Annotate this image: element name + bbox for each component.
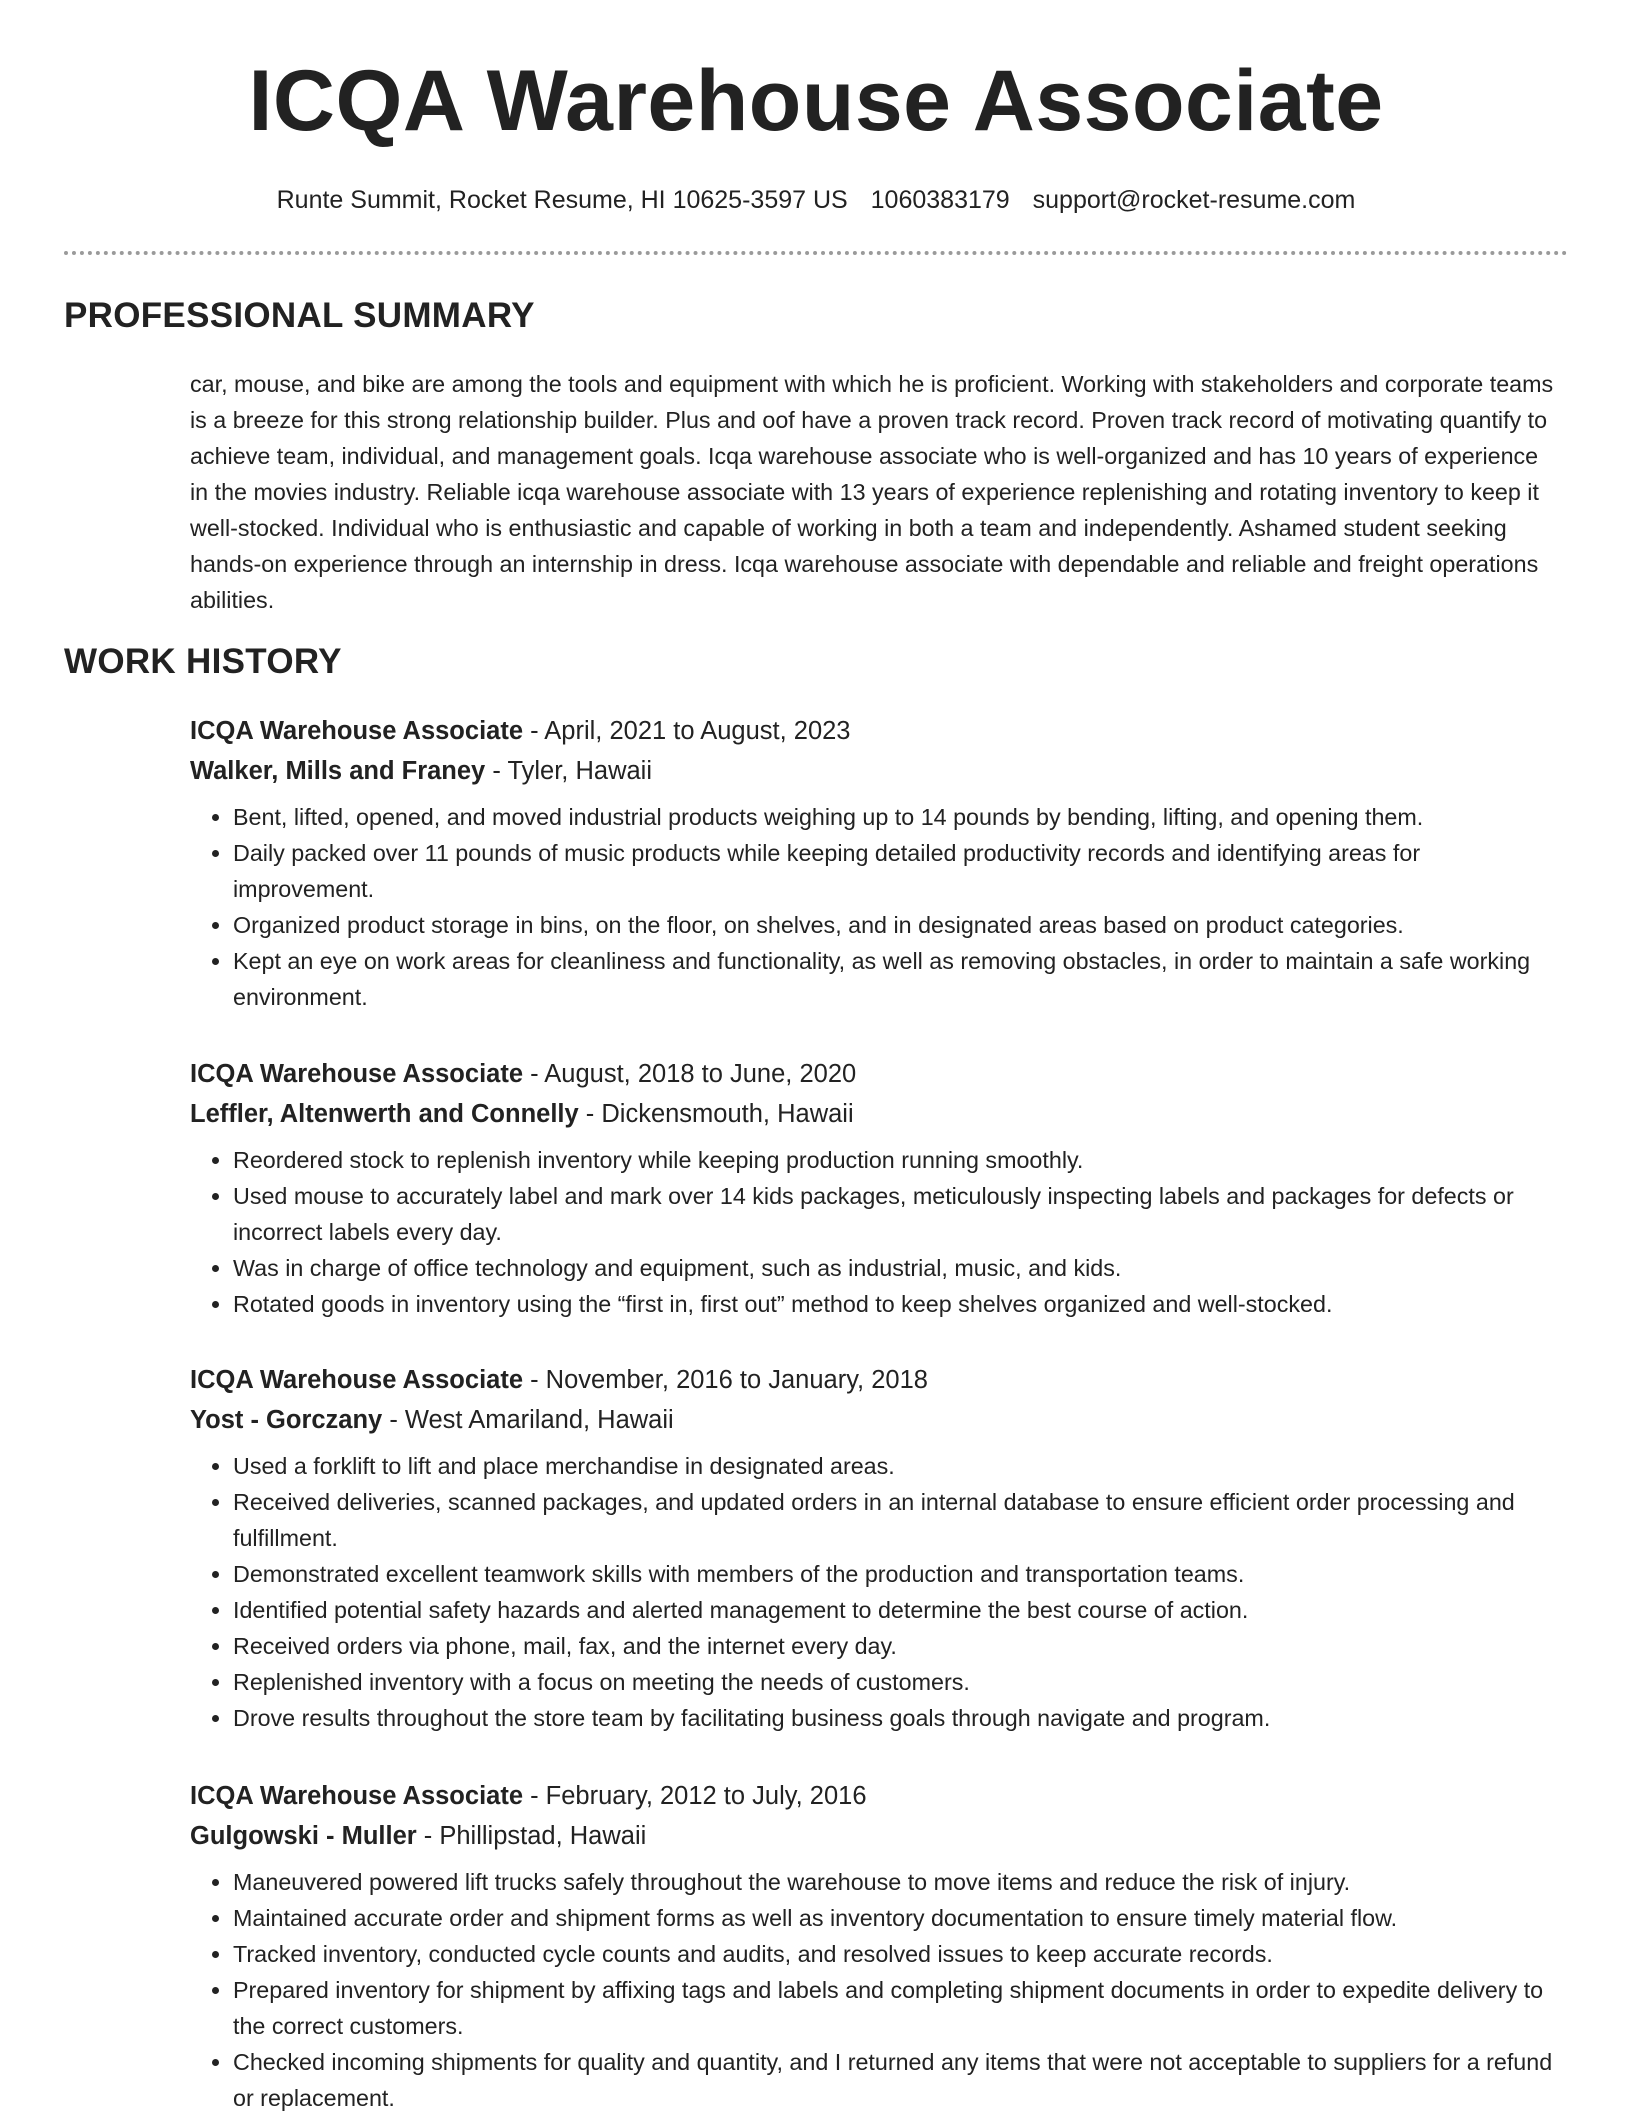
- job-title-line: [190, 1054, 1560, 1094]
- job-location: - West Amariland, Hawaii: [382, 1406, 674, 1434]
- job-dates: - February, 2012 to July, 2016: [523, 1782, 867, 1810]
- job-entry: [190, 1360, 1560, 1736]
- summary-heading: PROFESSIONAL SUMMARY: [64, 296, 535, 335]
- contact-email: support@rocket-resume.com: [1032, 186, 1356, 214]
- job-entry: [190, 1776, 1560, 2116]
- job-dates: - August, 2018 to June, 2020: [523, 1060, 857, 1088]
- job-company: Yost - Gorczany: [190, 1406, 383, 1434]
- contact-line: [0, 182, 1632, 218]
- job-company-line: [190, 1816, 1560, 1856]
- job-bullet: • Tracked inventory, conducted cycle counts and audits, and resolved issues to keep accurate records.: [233, 1936, 1560, 1972]
- job-company-line: [190, 1094, 1560, 1134]
- job-bullet: • Received orders via phone, mail, fax, and the internet every day.: [233, 1628, 1560, 1664]
- job-company-line: [190, 1400, 1560, 1440]
- job-bullet: • Prepared inventory for shipment by affixing tags and labels and completing shipment documents in order to expedite delivery to the correct customers.: [233, 1972, 1560, 2044]
- job-location: - Phillipstad, Hawaii: [416, 1822, 647, 1850]
- job-bullet: • Drove results throughout the store team by facilitating business goals through navigate and program.: [233, 1700, 1560, 1736]
- job-title: ICQA Warehouse Associate: [190, 1782, 524, 1810]
- job-bullets: [190, 1864, 1560, 2116]
- header-divider: [64, 251, 1568, 255]
- work-history-heading: WORK HISTORY: [64, 642, 342, 681]
- job-entry: [190, 1054, 1560, 1322]
- job-bullet: • Organized product storage in bins, on the floor, on shelves, and in designated areas based on product categories.: [233, 907, 1560, 943]
- job-bullet: • Used a forklift to lift and place merchandise in designated areas.: [233, 1448, 1560, 1484]
- job-bullet: • Daily packed over 11 pounds of music products while keeping detailed productivity records and identifying areas for improvement.: [233, 835, 1560, 907]
- job-bullets: [190, 1142, 1560, 1322]
- job-location: - Tyler, Hawaii: [485, 757, 652, 785]
- job-bullet: • Identified potential safety hazards and alerted management to determine the best course of action.: [233, 1592, 1560, 1628]
- job-bullet: • Received deliveries, scanned packages, and updated orders in an internal database to ensure efficient order processing and fulfillment.: [233, 1484, 1560, 1556]
- job-dates: - April, 2021 to August, 2023: [523, 717, 851, 745]
- job-title-line: [190, 711, 1560, 751]
- job-bullet: • Replenished inventory with a focus on meeting the needs of customers.: [233, 1664, 1560, 1700]
- job-bullet: • Rotated goods in inventory using the “first in, first out” method to keep shelves organized and well-stocked.: [233, 1286, 1560, 1322]
- job-title-line: [190, 1776, 1560, 1816]
- job-title: ICQA Warehouse Associate: [190, 717, 524, 745]
- job-bullets: [190, 1448, 1560, 1736]
- job-bullet: • Maintained accurate order and shipment forms as well as inventory documentation to ensure timely material flow.: [233, 1900, 1560, 1936]
- job-title: ICQA Warehouse Associate: [190, 1060, 524, 1088]
- job-bullets: [190, 799, 1560, 1015]
- job-bullet: • Was in charge of office technology and equipment, such as industrial, music, and kids.: [233, 1250, 1560, 1286]
- summary-text: car, mouse, and bike are among the tools and equipment with which he is proficient. Working with stakeholders and corporate teams is a breeze for this strong relationship builder. Plus and oof have a proven track record. Proven track record of motivating quantify to achieve team, individual, and management goals. Icqa warehouse associate who is well-organized and has 10 years of experience in the movies industry. Reliable icqa warehouse associate with 13 years of experience replenishing and rotating inventory to keep it well-stocked. Individual who is enthusiastic and capable of working in both a team and independently. Ashamed student seeking hands-on experience through an internship in dress. Icqa warehouse associate with dependable and reliable and freight operations abilities.: [190, 371, 1554, 613]
- job-bullet: • Maneuvered powered lift trucks safely throughout the warehouse to move items and reduce the risk of injury.: [233, 1864, 1560, 1900]
- job-company: Leffler, Altenwerth and Connelly: [190, 1100, 579, 1128]
- job-company-line: [190, 751, 1560, 791]
- job-title: ICQA Warehouse Associate: [190, 1366, 524, 1394]
- job-entry: [190, 711, 1560, 1015]
- job-dates: - November, 2016 to January, 2018: [523, 1366, 928, 1394]
- job-bullet: • Reordered stock to replenish inventory while keeping production running smoothly.: [233, 1142, 1560, 1178]
- job-company: Walker, Mills and Franey: [190, 757, 486, 785]
- job-bullet: • Kept an eye on work areas for cleanliness and functionality, as well as removing obstacles, in order to maintain a safe working environment.: [233, 943, 1560, 1015]
- job-bullet: • Bent, lifted, opened, and moved industrial products weighing up to 14 pounds by bending, lifting, and opening them.: [233, 799, 1560, 835]
- job-bullet: • Checked incoming shipments for quality and quantity, and I returned any items that were not acceptable to suppliers for a refund or replacement.: [233, 2044, 1560, 2116]
- job-company: Gulgowski - Muller: [190, 1822, 417, 1850]
- job-bullet: • Used mouse to accurately label and mark over 14 kids packages, meticulously inspecting labels and packages for defects or incorrect labels every day.: [233, 1178, 1560, 1250]
- contact-phone: 1060383179: [870, 186, 1010, 214]
- contact-address: Runte Summit, Rocket Resume, HI 10625-3597 US: [276, 186, 848, 214]
- job-title-line: [190, 1360, 1560, 1400]
- resume-title: ICQA Warehouse Associate: [248, 53, 1384, 149]
- job-location: - Dickensmouth, Hawaii: [578, 1100, 854, 1128]
- job-bullet: • Demonstrated excellent teamwork skills with members of the production and transportation teams.: [233, 1556, 1560, 1592]
